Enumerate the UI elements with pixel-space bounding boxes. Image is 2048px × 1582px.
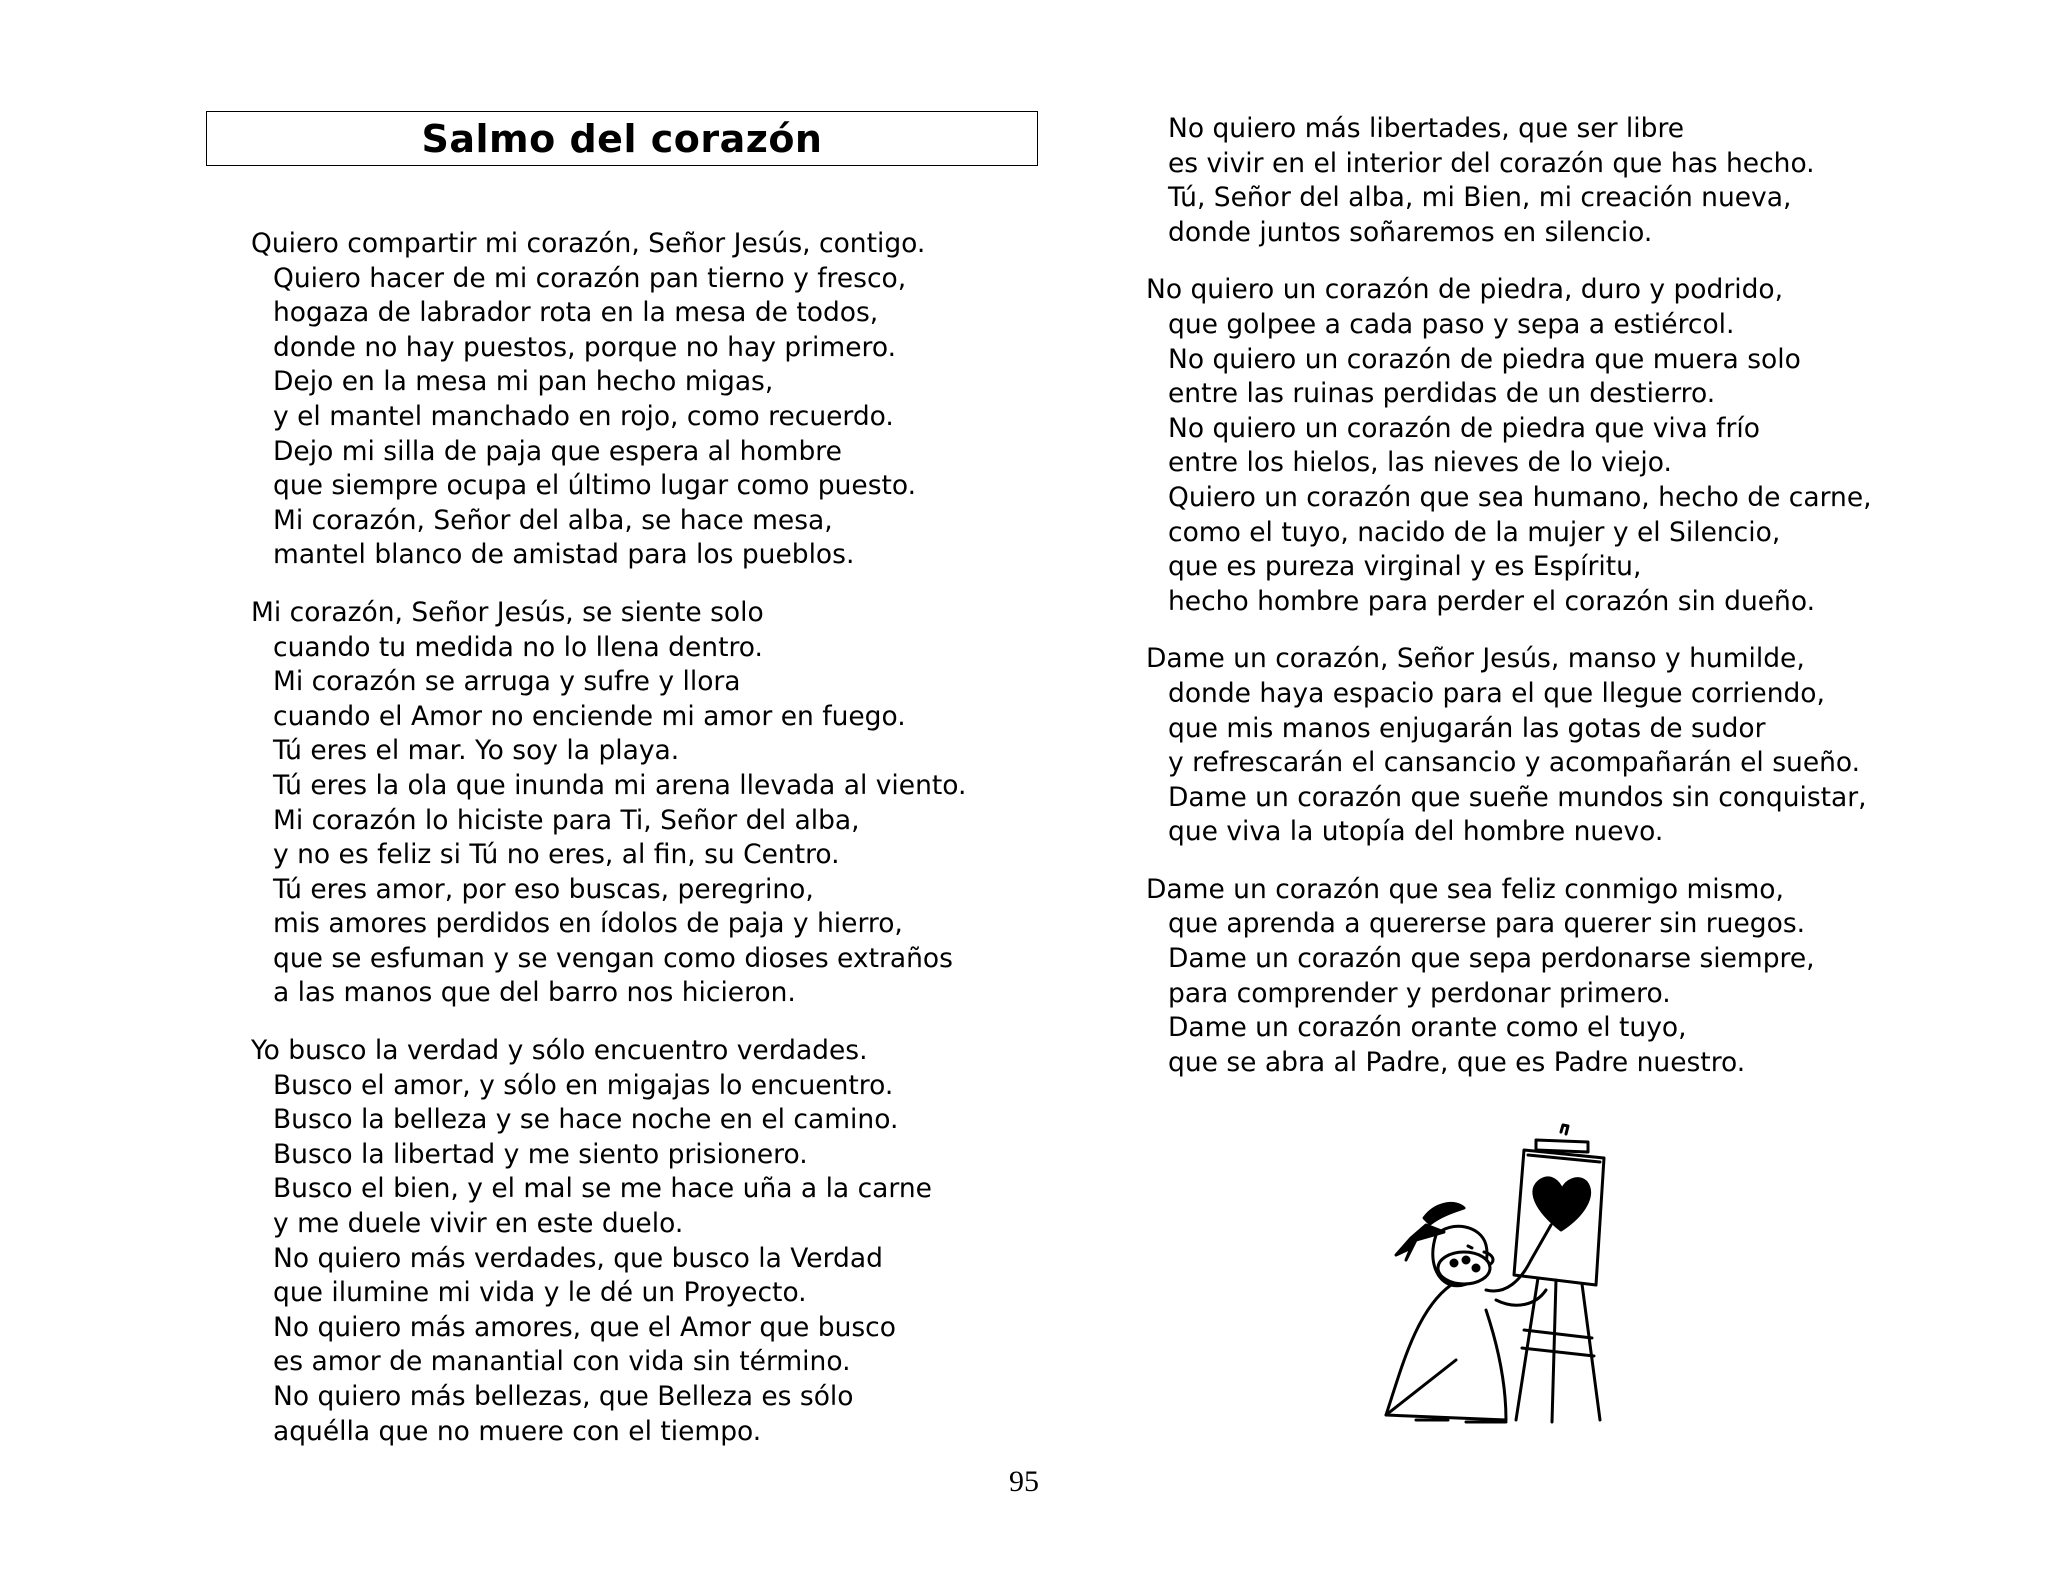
left-column xyxy=(251,227,1031,1449)
verse-line: No quiero más amores, que el Amor que busco xyxy=(273,1311,896,1343)
verse-line: que ilumine mi vida y le dé un Proyecto. xyxy=(273,1277,807,1309)
stanza-first-line: No quiero un corazón de piedra, duro y podrido, xyxy=(1146,274,1784,306)
verse-line: Quiero hacer de mi corazón pan tierno y fresco, xyxy=(273,262,907,294)
title-box xyxy=(206,111,1038,166)
verse-line: como el tuyo, nacido de la mujer y el Silencio, xyxy=(1168,516,1781,548)
verse-line: es vivir en el interior del corazón que has hecho. xyxy=(1168,147,1815,179)
right-column xyxy=(1146,112,2026,1080)
verse-line: mantel blanco de amistad para los pueblos. xyxy=(273,539,855,571)
verse-line: No quiero un corazón de piedra que muera solo xyxy=(1168,343,1801,375)
verse-line: hogaza de labrador rota en la mesa de todos, xyxy=(273,297,879,329)
stanza xyxy=(1146,873,2026,1081)
verse-line: es amor de manantial con vida sin término. xyxy=(273,1346,851,1378)
verse-line: entre los hielos, las nieves de lo viejo. xyxy=(1168,447,1672,479)
verse-line: y no es feliz si Tú no eres, al fin, su Centro. xyxy=(273,839,840,871)
verse-line: hecho hombre para perder el corazón sin dueño. xyxy=(1168,585,1816,617)
stanza-first-line: Quiero compartir mi corazón, Señor Jesús, contigo. xyxy=(251,228,926,259)
verse-line: No quiero más bellezas, que Belleza es sólo xyxy=(273,1381,854,1412)
verse-line: Tú, Señor del alba, mi Bien, mi creación nueva, xyxy=(1168,182,1792,214)
verse-line: Dame un corazón que sueñe mundos sin conquistar, xyxy=(1168,781,1867,813)
stanza-first-line: Dame un corazón que sea feliz conmigo mismo, xyxy=(1146,873,1784,905)
verse-line: No quiero más verdades, que busco la Verdad xyxy=(273,1242,883,1274)
verse-line: que es pureza virginal y es Espíritu, xyxy=(1168,551,1642,583)
verse-line: que aprenda a quererse para querer sin ruegos. xyxy=(1168,908,1806,940)
verse-line: Tú eres amor, por eso buscas, peregrino, xyxy=(273,873,814,905)
verse-line: y me duele vivir en este duelo. xyxy=(273,1208,684,1240)
stanza xyxy=(1146,273,2026,619)
verse-line: que siempre ocupa el último lugar como puesto. xyxy=(273,470,917,502)
verse-line: Busco la libertad y me siento prisionero. xyxy=(273,1138,808,1170)
verse-line: Tú eres la ola que inunda mi arena llevada al viento. xyxy=(273,769,967,801)
stanza xyxy=(1146,642,2026,850)
stanza xyxy=(1146,112,2026,250)
verse-line: donde juntos soñaremos en silencio. xyxy=(1168,216,1653,248)
verse-line: cuando tu medida no lo llena dentro. xyxy=(273,631,763,663)
verse-line: Busco el amor, y sólo en migajas lo encuentro. xyxy=(273,1069,894,1101)
verse-line: Dejo mi silla de paja que espera al hombre xyxy=(273,435,842,467)
stanza-first-line: Mi corazón, Señor Jesús, se siente solo xyxy=(251,596,764,628)
verse-line: Mi corazón se arruga y sufre y llora xyxy=(273,666,741,698)
verse-line: No quiero más libertades, que ser libre xyxy=(1168,113,1685,144)
verse-line: donde haya espacio para el que llegue corriendo, xyxy=(1168,677,1825,709)
verse-line: para comprender y perdonar primero. xyxy=(1168,977,1671,1009)
verse-line: y refrescarán el cansancio y acompañarán el sueño. xyxy=(1168,747,1861,779)
verse-line: que viva la utopía del hombre nuevo. xyxy=(1168,816,1664,848)
verse-line: Busco la belleza y se hace noche en el camino. xyxy=(273,1104,899,1136)
verse-line: Mi corazón lo hiciste para Ti, Señor del alba, xyxy=(273,804,860,836)
verse-line: Mi corazón, Señor del alba, se hace mesa, xyxy=(273,504,833,536)
page-number: 95 xyxy=(1009,1465,1039,1498)
page-title: Salmo del corazón xyxy=(421,116,823,161)
stanza-first-line: Yo busco la verdad y sólo encuentro verdades. xyxy=(251,1035,868,1067)
verse-line: No quiero un corazón de piedra que viva frío xyxy=(1168,412,1760,444)
verse-line: entre las ruinas perdidas de un destierro. xyxy=(1168,378,1716,410)
verse-line: Tú eres el mar. Yo soy la playa. xyxy=(273,735,680,767)
verse-line: mis amores perdidos en ídolos de paja y hierro, xyxy=(273,908,903,940)
stanza-first-line: Dame un corazón, Señor Jesús, manso y humilde, xyxy=(1146,643,1805,675)
verse-line: Quiero un corazón que sea humano, hecho de carne, xyxy=(1168,481,1872,513)
verse-line: Dejo en la mesa mi pan hecho migas, xyxy=(273,366,774,398)
verse-line: que se esfuman y se vengan como dioses extraños xyxy=(273,942,953,974)
verse-line: Dame un corazón que sepa perdonarse siempre, xyxy=(1168,943,1815,975)
verse-line: a las manos que del barro nos hicieron. xyxy=(273,977,796,1009)
stanza xyxy=(251,596,1031,1011)
verse-line: que mis manos enjugarán las gotas de sudor xyxy=(1168,712,1766,744)
verse-line: aquélla que no muere con el tiempo. xyxy=(273,1415,762,1447)
verse-line: cuando el Amor no enciende mi amor en fuego. xyxy=(273,700,906,732)
stanza xyxy=(251,1034,1031,1449)
verse-line: y el mantel manchado en rojo, como recuerdo. xyxy=(273,400,894,432)
stanza xyxy=(251,227,1031,573)
verse-line: Busco el bien, y el mal se me hace uña a la carne xyxy=(273,1173,932,1205)
verse-line: que golpee a cada paso y sepa a estiércol. xyxy=(1168,308,1735,340)
verse-line: Dame un corazón orante como el tuyo, xyxy=(1168,1012,1687,1044)
verse-line: que se abra al Padre, que es Padre nuestro. xyxy=(1168,1046,1746,1078)
verse-line: donde no hay puestos, porque no hay primero. xyxy=(273,331,896,363)
painter-at-easel-heart-icon xyxy=(1356,1120,1666,1430)
